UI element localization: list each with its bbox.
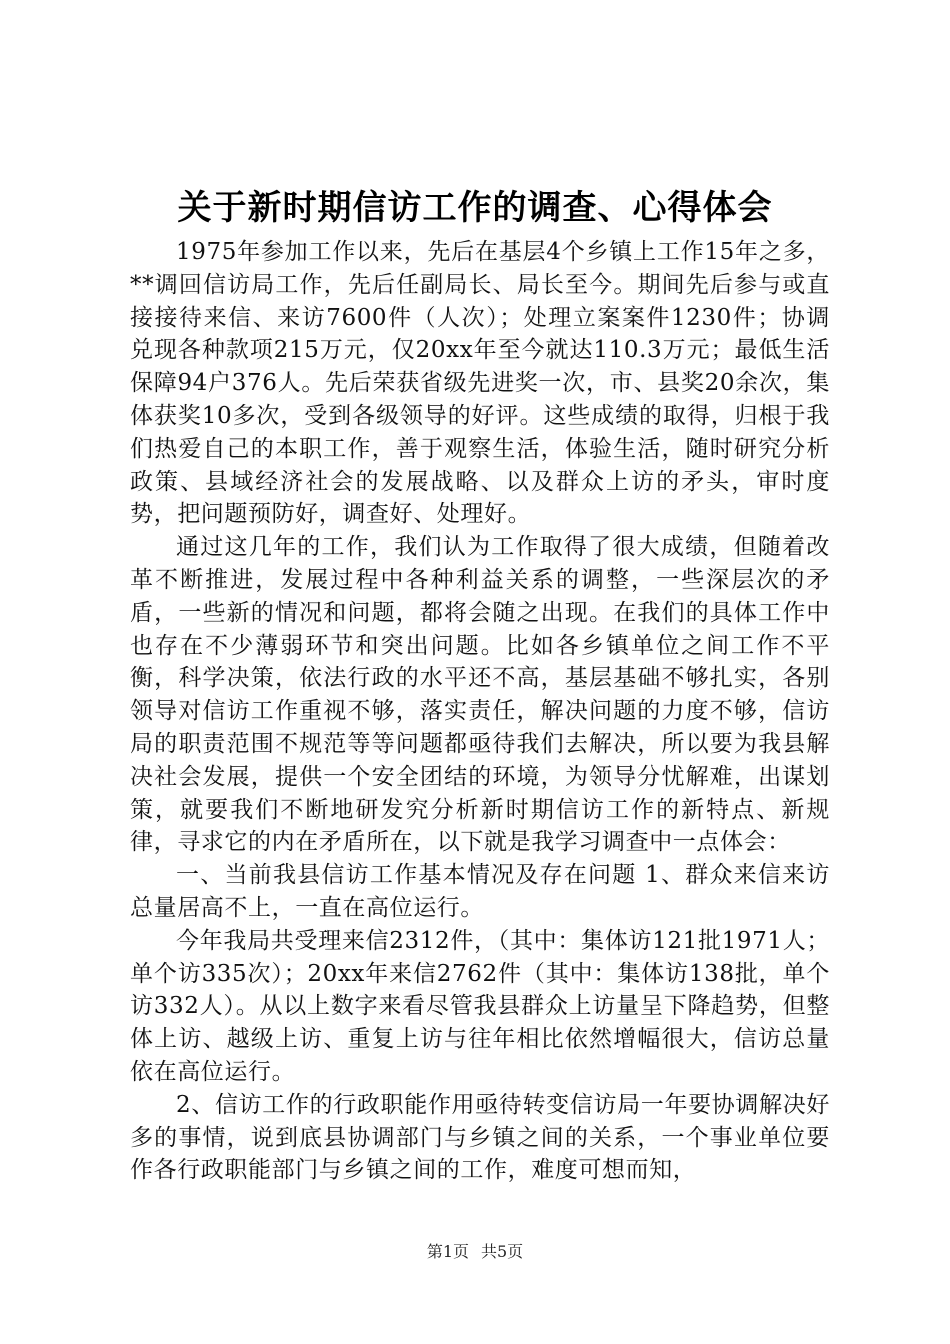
paragraph-2: 通过这几年的工作，我们认为工作取得了很大成绩，但随着改革不断推进，发展过程中各种利益关系的调整，一些深层次的矛盾，一些新的情况和问题，都将会随之出现。在我们的具体工作中也存在不少薄弱环节和突出问题。比如各乡镇单位之间工作不平衡，科学决策，依法行政的水平还不高，基层基础不够扎实，各别领导对信访工作重视不够，落实责任，解决问题的力度不够，信访局的职责范围不规范等等问题都亟待我们去解决，所以要为我县解决社会发展，提供一个安全团结的环境，为领导分忧解难，出谋划策，就要我们不断地研发究分析新时期信访工作的新特点、新规律，寻求它的内在矛盾所在，以下就是我学习调查中一点体会： bbox=[130, 534, 830, 856]
paragraph-5: 2、信访工作的行政职能作用亟待转变信访局一年要协调解决好多的事情，说到底县协调部门与乡镇之间的关系，一个事业单位要作各行政职能部门与乡镇之间的工作，难度可想而知， bbox=[130, 1091, 830, 1184]
page-footer bbox=[0, 1240, 950, 1264]
paragraph-1: 1975年参加工作以来，先后在基层4个乡镇上工作15年之多，**调回信访局工作，先后任副局长、局长至今。期间先后参与或直接接待来信、来访7600件（人次）；处理立案案件1230件；协调兑现各种款项215万元，仅20xx年至今就达110.3万元；最低生活保障94户376人。先后荣获省级先进奖一次，市、县奖20余次，集体获奖10多次，受到各级领导的好评。这些成绩的取得，归根于我们热爱自己的本职工作，善于观察生活，体验生活，随时研究分析政策、县域经济社会的发展战略、以及群众上访的矛头，审时度势，把问题预防好，调查好、处理好。 bbox=[130, 239, 830, 528]
paragraph-3: 一、当前我县信访工作基本情况及存在问题 1、群众来信来访总量居高不上，一直在高位运行。 bbox=[130, 862, 830, 921]
page-number: 第1页 bbox=[426, 1242, 469, 1261]
paragraph-4: 今年我局共受理来信2312件，（其中：集体访121批1971人；单个访335次）；20xx年来信2762件（其中：集体访138批，单个访332人）。从以上数字来看尽管我县群众上访量呈下降趋势，但整体上访、越级上访、重复上访与往年相比依然增幅很大，信访总量依在高位运行。 bbox=[130, 927, 830, 1085]
page-total: 共5页 bbox=[481, 1242, 524, 1261]
document-body bbox=[130, 236, 830, 1187]
document-title: 关于新时期信访工作的调查、心得体会 bbox=[177, 188, 773, 228]
